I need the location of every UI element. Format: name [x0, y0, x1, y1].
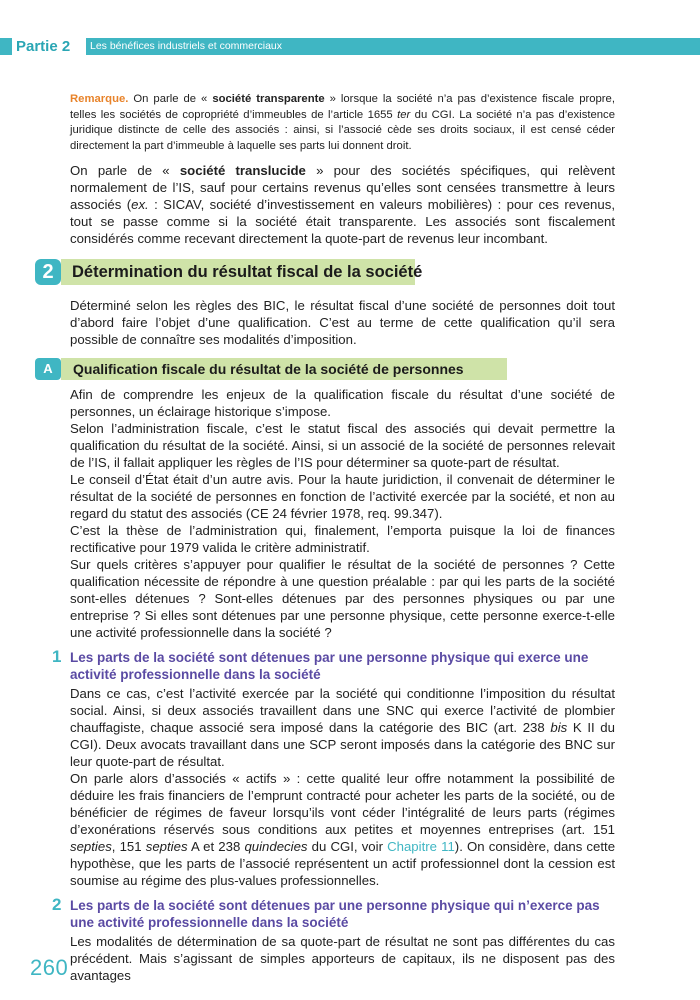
- paragraph: Selon l’administration fiscale, c’est le statut fiscal des associés qui devait permettre la qualification du résultat de la société. Ainsi, si un associé de la société de personnes relevait de l’IS, il fallait appliquer les règles de l’IS pour déterminer sa quote-part de résultat.: [70, 421, 615, 470]
- paragraph: Sur quels critères s’appuyer pour qualifier le résultat de la société de personnes ? Cette qualification nécessite de répondre à une question préalable : par qui les parts de la société sont-elles détenues ? Sont-elles détenues par des personnes physiques ou par une entreprise ? Si elles sont détenues par une personne physique, cette personne exerce-t-elle une activité professionnelle dans la société ?: [70, 557, 615, 640]
- section-2-heading: [42, 259, 615, 285]
- point-title: Les parts de la société sont détenues par une personne physique qui n’exerce pas une activité professionnelle dans la société: [70, 898, 600, 930]
- subsection-letter-badge: A: [35, 358, 61, 380]
- chapter-link[interactable]: Chapitre 11: [387, 839, 455, 854]
- subsection-title: Qualification fiscale du résultat de la société de personnes: [61, 358, 507, 380]
- part-label: Partie 2: [12, 38, 86, 55]
- point-title: Les parts de la société sont détenues par une personne physique qui exerce une activité professionnelle dans la société: [70, 650, 589, 682]
- section-title: Détermination du résultat fiscal de la société: [61, 259, 415, 285]
- point-1-heading: [52, 647, 615, 683]
- paragraph: Afin de comprendre les enjeux de la qualification fiscale du résultat d’une société de personnes, un éclairage historique s’impose.: [70, 387, 615, 419]
- translucide-paragraph: On parle de « société translucide » pour des sociétés spécifiques, qui relèvent normalement de l’IS, sauf pour certains revenus qu’elles sont censées transmettre à leurs associés (ex. : SICAV, société d’investissement en valeurs mobilières) : pour ces revenus, tout se passe comme si la société était transparente. Les associés sont fiscalement considérés comme recevant directement la quote-part de revenus leur incombant.: [70, 163, 616, 246]
- paragraph: Le conseil d’État était d’un autre avis. Pour la haute juridiction, il convenait de déterminer le résultat de la société de personnes en fonction de l’activité exercée par la société, et non au regard du statut des associés (CE 24 février 1978, req. 99.347).: [70, 472, 615, 521]
- remark-paragraph: Remarque. On parle de « société transparente » lorsque la société n’a pas d’existence fiscale propre, telles les sociétés de copropriété d’immeubles de l’article 1655 ter du CGI. La société n’a pas d’existence juridique distincte de celle des associés : ainsi, si l’associé cède ses droits sociaux, il est censé céder directement la part d’immeuble à laquelle ses parts lui donnent droit.: [70, 93, 615, 152]
- running-header: [0, 38, 700, 55]
- page-number: 260: [30, 955, 69, 980]
- point-2-heading: [52, 895, 615, 931]
- section-number-badge: 2: [35, 259, 61, 285]
- paragraph: On parle alors d’associés « actifs » : cette qualité leur offre notamment la possibilité de déduire les frais financiers de l’emprunt contracté pour acheter les parts de la société, ou de bénéficier de régimes de faveur lorsqu’ils vont céder l’intégralité de leurs parts (régimes d’exonérations réservés sous conditions aux petites et moyennes entreprises (art. 151 septies, 151 septies A et 238 quindecies du CGI, voir Chapitre 11). On considère, dans cette hypothèse, que les parts de l’associé représentent un actif professionnel dont la cession est soumise au régime des plus-values professionnelles.: [70, 771, 616, 888]
- section-2-intro: Déterminé selon les règles des BIC, le résultat fiscal d’une société de personnes doit tout d’abord faire l’objet d’une qualification. C’est au terme de cette qualification qu’il sera possible de connaître ses modalités d’imposition.: [70, 298, 615, 347]
- remark-lead: Remarque.: [70, 93, 129, 105]
- header-title: Les bénéfices industriels et commerciaux: [90, 40, 283, 52]
- paragraph: Dans ce cas, c’est l’activité exercée par la société qui conditionne l’imposition du résultat social. Ainsi, si deux associés travaillent dans une SNC qui exerce l’activité de plombier chauffagiste, chaque associé sera imposé dans la catégorie des BIC (art. 238 bis K II du CGI). Deux avocats travaillant dans une SCP seront imposés dans la catégorie des BNC sur leur quote-part de résultat.: [70, 686, 615, 769]
- point-number: 1: [52, 647, 62, 666]
- paragraph: C’est la thèse de l’administration qui, finalement, l’emporta puisque la loi de finances rectificative pour 1979 valida le critère administratif.: [70, 523, 615, 555]
- paragraph: Les modalités de détermination de sa quote-part de résultat ne sont pas différentes du cas précédent. Mais s’agissant de simples apporteurs de capitaux, ils ne disposent pas des avantages: [70, 934, 615, 983]
- section-a-heading: [43, 358, 615, 380]
- point-number: 2: [52, 895, 62, 914]
